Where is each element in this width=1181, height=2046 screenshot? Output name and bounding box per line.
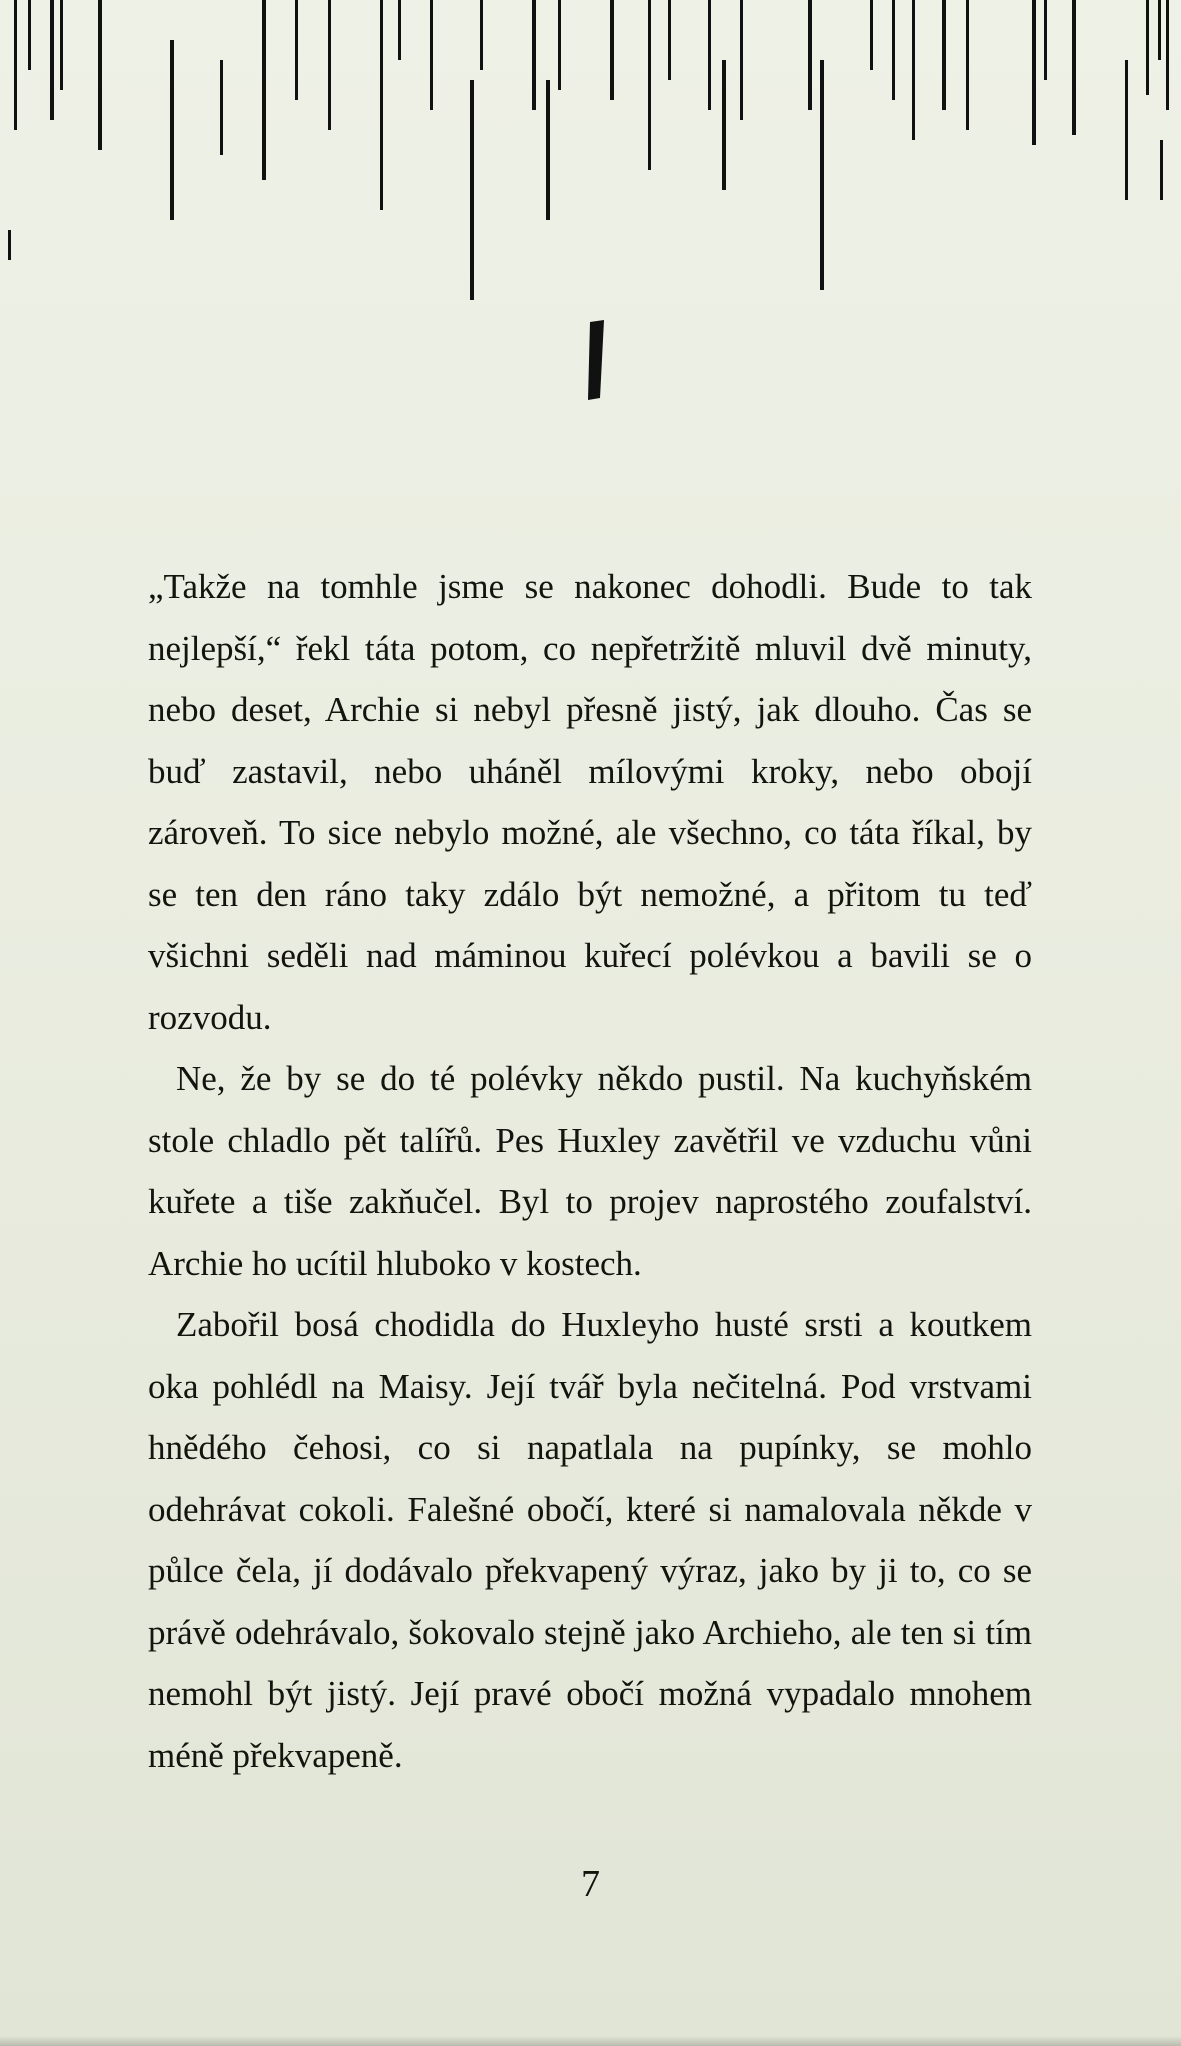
chapter-body-text	[148, 556, 1032, 1786]
falling-rain-illustration	[0, 0, 1181, 420]
page-number: 7	[581, 1863, 600, 1905]
paragraph-3: Zabořil bosá chodidla do Huxleyho husté srsti a koutkem oka pohlédl na Maisy. Její tvář byla nečitelná. Pod vrstvami hnědého čehosi, co si napatlala na pupínky, se mohlo odehrávat cokoli. Falešné obočí, které si namalovala někde v půlce čela, jí dodávalo překvapený výraz, jako by ji to, co se právě odehrávalo, šokovalo stejně jako Archieho, ale ten si tím nemohl být jistý. Její pravé obočí možná vypadalo mnohem méně překvapeně.	[148, 1305, 1032, 1775]
paragraph-1: „Takže na tomhle jsme se nakonec dohodli. Bude to tak nejlepší,“ řekl táta potom, co nepřetržitě mluvil dvě minuty, nebo deset, Archie si nebyl přesně jistý, jak dlouho. Čas se buď zastavil, nebo uháněl mílovými kroky, nebo obojí zároveň. To sice nebylo možné, ale všechno, co táta říkal, by se ten den ráno taky zdálo být nemožné, a přitom tu teď všichni seděli nad máminou kuřecí polévkou a bavili se o rozvodu.	[148, 567, 1032, 1037]
paragraph-2: Ne, že by se do té polévky někdo pustil. Na kuchyňském stole chladlo pět talířů. Pes Huxley zavětřil ve vzduchu vůni kuřete a tiše zakňučel. Byl to projev naprostého zoufalství. Archie ho ucítil hluboko v kostech.	[148, 1059, 1032, 1283]
